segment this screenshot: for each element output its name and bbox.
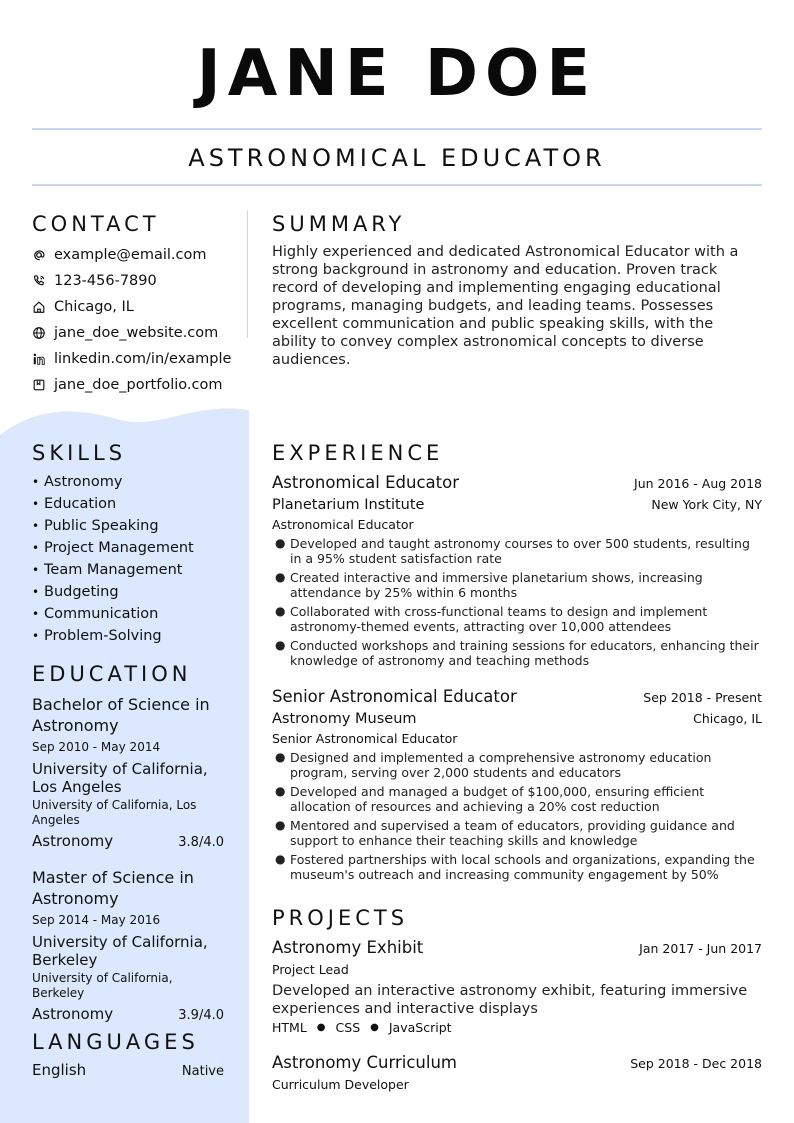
projects-heading: PROJECTS [272,906,409,930]
skill-item: • Budgeting [32,584,119,600]
job-bullets [272,750,762,882]
skill-item: • Education [32,496,117,512]
education-entry [32,867,224,1023]
job-bullet: ● Collaborated with cross-functional teams to design and implement astronomy-themed events, attracting over 10,000 attendees [275,604,708,634]
edu-gpa: 3.8/4.0 [178,835,224,850]
job-title: Senior Astronomical Educator [272,687,517,706]
skills-list [32,471,242,647]
project-tag: CSS [335,1020,361,1035]
job-location: Chicago, IL [693,711,762,726]
job-bullet: ● Designed and implemented a comprehensive astronomy education program, serving over 2,000 students and educators [275,750,712,780]
job-bullet: ● Created interactive and immersive planetarium shows, increasing attendance by 25% within 6 months [275,570,703,600]
project-tags: HTML ● CSS ● JavaScript [272,1020,452,1035]
project-title: Astronomy Exhibit [272,938,424,957]
column-divider [247,210,248,338]
edu-university-sub: University of California, Los Angeles [32,798,197,827]
project-role: Project Lead [272,962,349,977]
contact-list [32,242,242,398]
job-bullet: ● Conducted workshops and training sessions for educators, enhancing their knowledge of astronomy and teaching methods [275,638,759,668]
header-divider-top [32,128,762,130]
experience-entry [272,686,762,886]
edu-gpa: 3.9/4.0 [178,1008,224,1023]
skill-item: • Astronomy [32,474,123,490]
contact-email-text: example@email.com [54,247,207,263]
linkedin-icon [32,352,46,366]
skill-item: • Public Speaking [32,518,159,534]
summary-heading: SUMMARY [272,212,406,236]
edu-field-row [32,1005,224,1023]
edu-field: Astronomy [32,1005,114,1023]
project-dates: Jan 2017 - Jun 2017 [639,941,762,956]
education-entry [32,694,224,850]
candidate-name: JANE DOE [196,37,598,111]
language-level: Native [181,1064,224,1079]
contact-portfolio-text: jane_doe_portfolio.com [54,377,223,393]
job-title: Astronomical Educator [272,473,459,492]
edu-dates: Sep 2014 - May 2016 [32,913,161,927]
contact-location-text: Chicago, IL [54,299,134,315]
edu-university-sub: University of California, Berkeley [32,971,173,1000]
skills-heading: SKILLS [32,441,127,465]
skill-item: • Problem-Solving [32,628,162,644]
job-bullet: ● Developed and managed a budget of $100,000, ensuring efficient allocation of resources and achieving a 20% cost reduction [275,784,705,814]
job-title-header: ASTRONOMICAL EDUCATOR [188,144,606,172]
project-role: Curriculum Developer [272,1077,409,1092]
project-description: Developed an interactive astronomy exhibit, featuring immersive experiences and interactive displays [272,983,748,1017]
contact-portfolio[interactable] [32,372,242,398]
experience-heading: EXPERIENCE [272,441,444,465]
job-bullet: ● Mentored and supervised a team of educators, providing guidance and support to enhance their teaching skills and knowledge [275,818,735,848]
summary-text: Highly experienced and dedicated Astronomical Educator with a strong background in astronomy and education. Proven track record of developing and implementing engaging educational programs, managing budgets, and leading teams. Possesses excellent communication and public speaking skills, with the ability to convey complex astronomical concepts to diverse audiences. [272,244,739,368]
globe-icon [32,326,46,340]
skill-item: • Project Management [32,540,194,556]
edu-dates: Sep 2010 - May 2014 [32,740,161,754]
job-location: New York City, NY [651,497,762,512]
job-role: Senior Astronomical Educator [272,731,458,746]
contact-location [32,294,242,320]
project-entry [272,1052,762,1094]
phone-icon [32,274,46,288]
job-dates: Jun 2016 - Aug 2018 [634,476,762,491]
language-name: English [32,1061,87,1079]
edu-university: University of California, Berkeley [32,933,208,969]
skill-item: • Communication [32,606,159,622]
edu-degree: Master of Science in Astronomy [32,868,194,908]
contact-website-text: jane_doe_website.com [54,325,219,341]
project-dates: Sep 2018 - Dec 2018 [630,1056,762,1071]
language-item [32,1061,224,1079]
project-tag: HTML [272,1020,307,1035]
experience-entry [272,472,762,672]
edu-field-row [32,832,224,850]
education-heading: EDUCATION [32,662,192,686]
contact-heading: CONTACT [32,212,160,236]
contact-linkedin[interactable] [32,346,242,372]
at-icon [32,248,46,262]
edu-field: Astronomy [32,832,114,850]
job-bullet: ● Fostered partnerships with local schools and organizations, expanding the museum's outreach and increasing community engagement by 50% [275,852,755,882]
edu-degree: Bachelor of Science in Astronomy [32,695,210,735]
job-dates: Sep 2018 - Present [643,690,762,705]
job-organization: Planetarium Institute [272,497,425,513]
project-title: Astronomy Curriculum [272,1053,457,1072]
job-organization: Astronomy Museum [272,711,417,727]
job-bullet: ● Developed and taught astronomy courses to over 500 students, resulting in a 95% student satisfaction rate [275,536,750,566]
skill-item: • Team Management [32,562,183,578]
contact-website[interactable] [32,320,242,346]
contact-phone-text: 123-456-7890 [54,273,157,289]
job-bullets [272,536,762,668]
home-icon [32,300,46,314]
contact-linkedin-text: linkedin.com/in/example [54,351,232,367]
project-tag: JavaScript [388,1020,452,1035]
portfolio-icon [32,378,46,392]
job-role: Astronomical Educator [272,517,414,532]
contact-phone[interactable] [32,268,242,294]
header-divider-bottom [32,184,762,186]
project-entry [272,937,762,1035]
contact-email[interactable] [32,242,242,268]
edu-university: University of California, Los Angeles [32,760,208,796]
languages-heading: LANGUAGES [32,1030,199,1054]
